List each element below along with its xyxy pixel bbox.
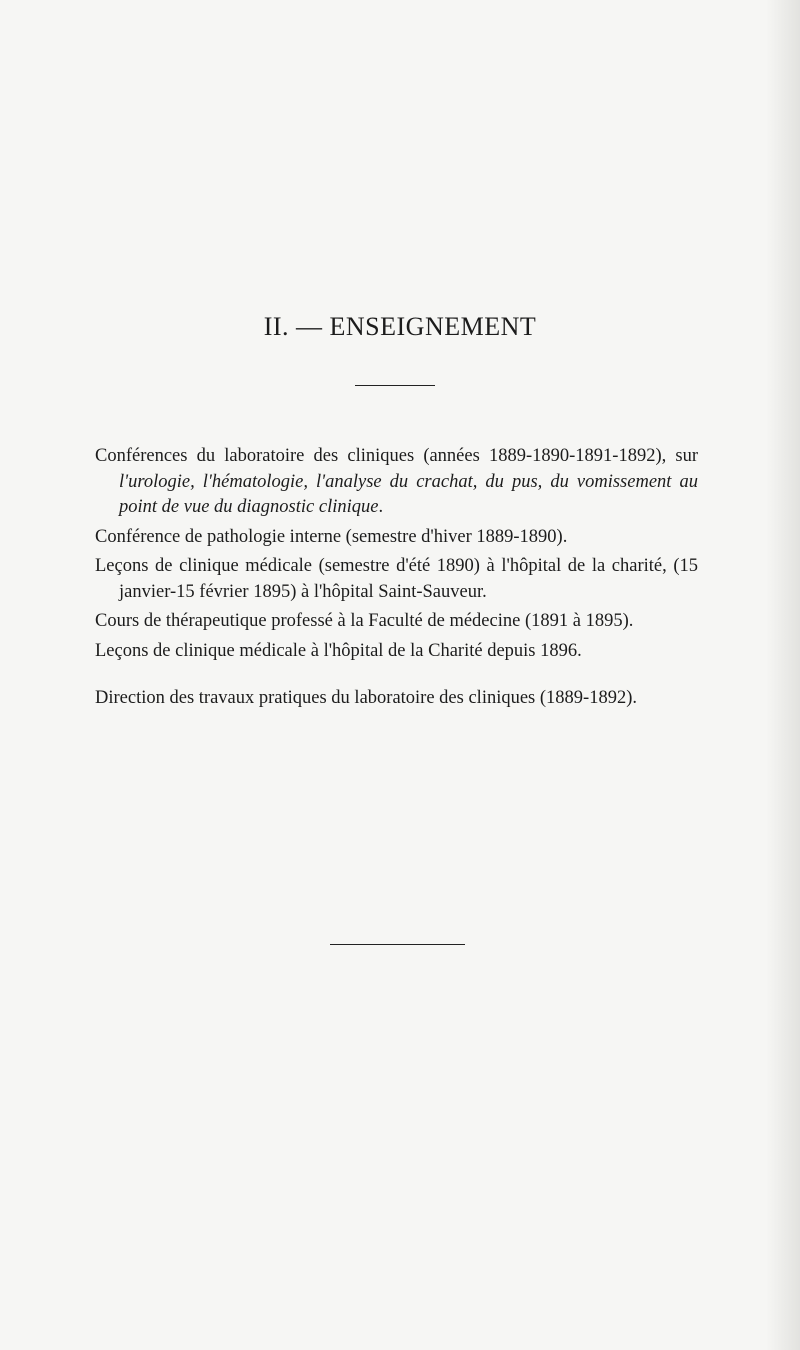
heading-divider [355, 385, 435, 386]
entry-clinical-lessons: Leçons de clinique médicale (semestre d'été 1890) à l'hôpital de la charité, (15 janvier-15 février 1895) à l'hôpital Saint-Sauveur. [95, 556, 698, 602]
entry-charity-lessons: Leçons de clinique médicale à l'hôpital de la Charité depuis 1896. [95, 640, 582, 661]
teaching-list [95, 444, 698, 716]
entry-therapeutics-course: Cours de thérapeutique professé à la Faculté de médecine (1891 à 1895). [95, 611, 634, 631]
entry-italic-topics: l'urologie, l'hématologie, l'analyse du crachat, du pus, du vomissement au point de vue du diagnostic clinique [119, 471, 698, 517]
closing-divider [330, 944, 465, 945]
section-heading: II. — ENSEIGNEMENT [263, 312, 537, 341]
entry-pathology-conference: Conférence de pathologie interne (semestre d'hiver 1889-1890). [95, 526, 568, 547]
page-edge-shadow [766, 0, 800, 1350]
entry-text: Conférences du laboratoire des cliniques (années 1889-1890-1891-1892), sur [95, 446, 698, 466]
entry-laboratory-conferences [95, 444, 698, 521]
entry-practical-work-direction: Direction des travaux pratiques du laboratoire des cliniques (1889-1892). [95, 688, 637, 708]
entry-punctuation: . [378, 497, 384, 517]
